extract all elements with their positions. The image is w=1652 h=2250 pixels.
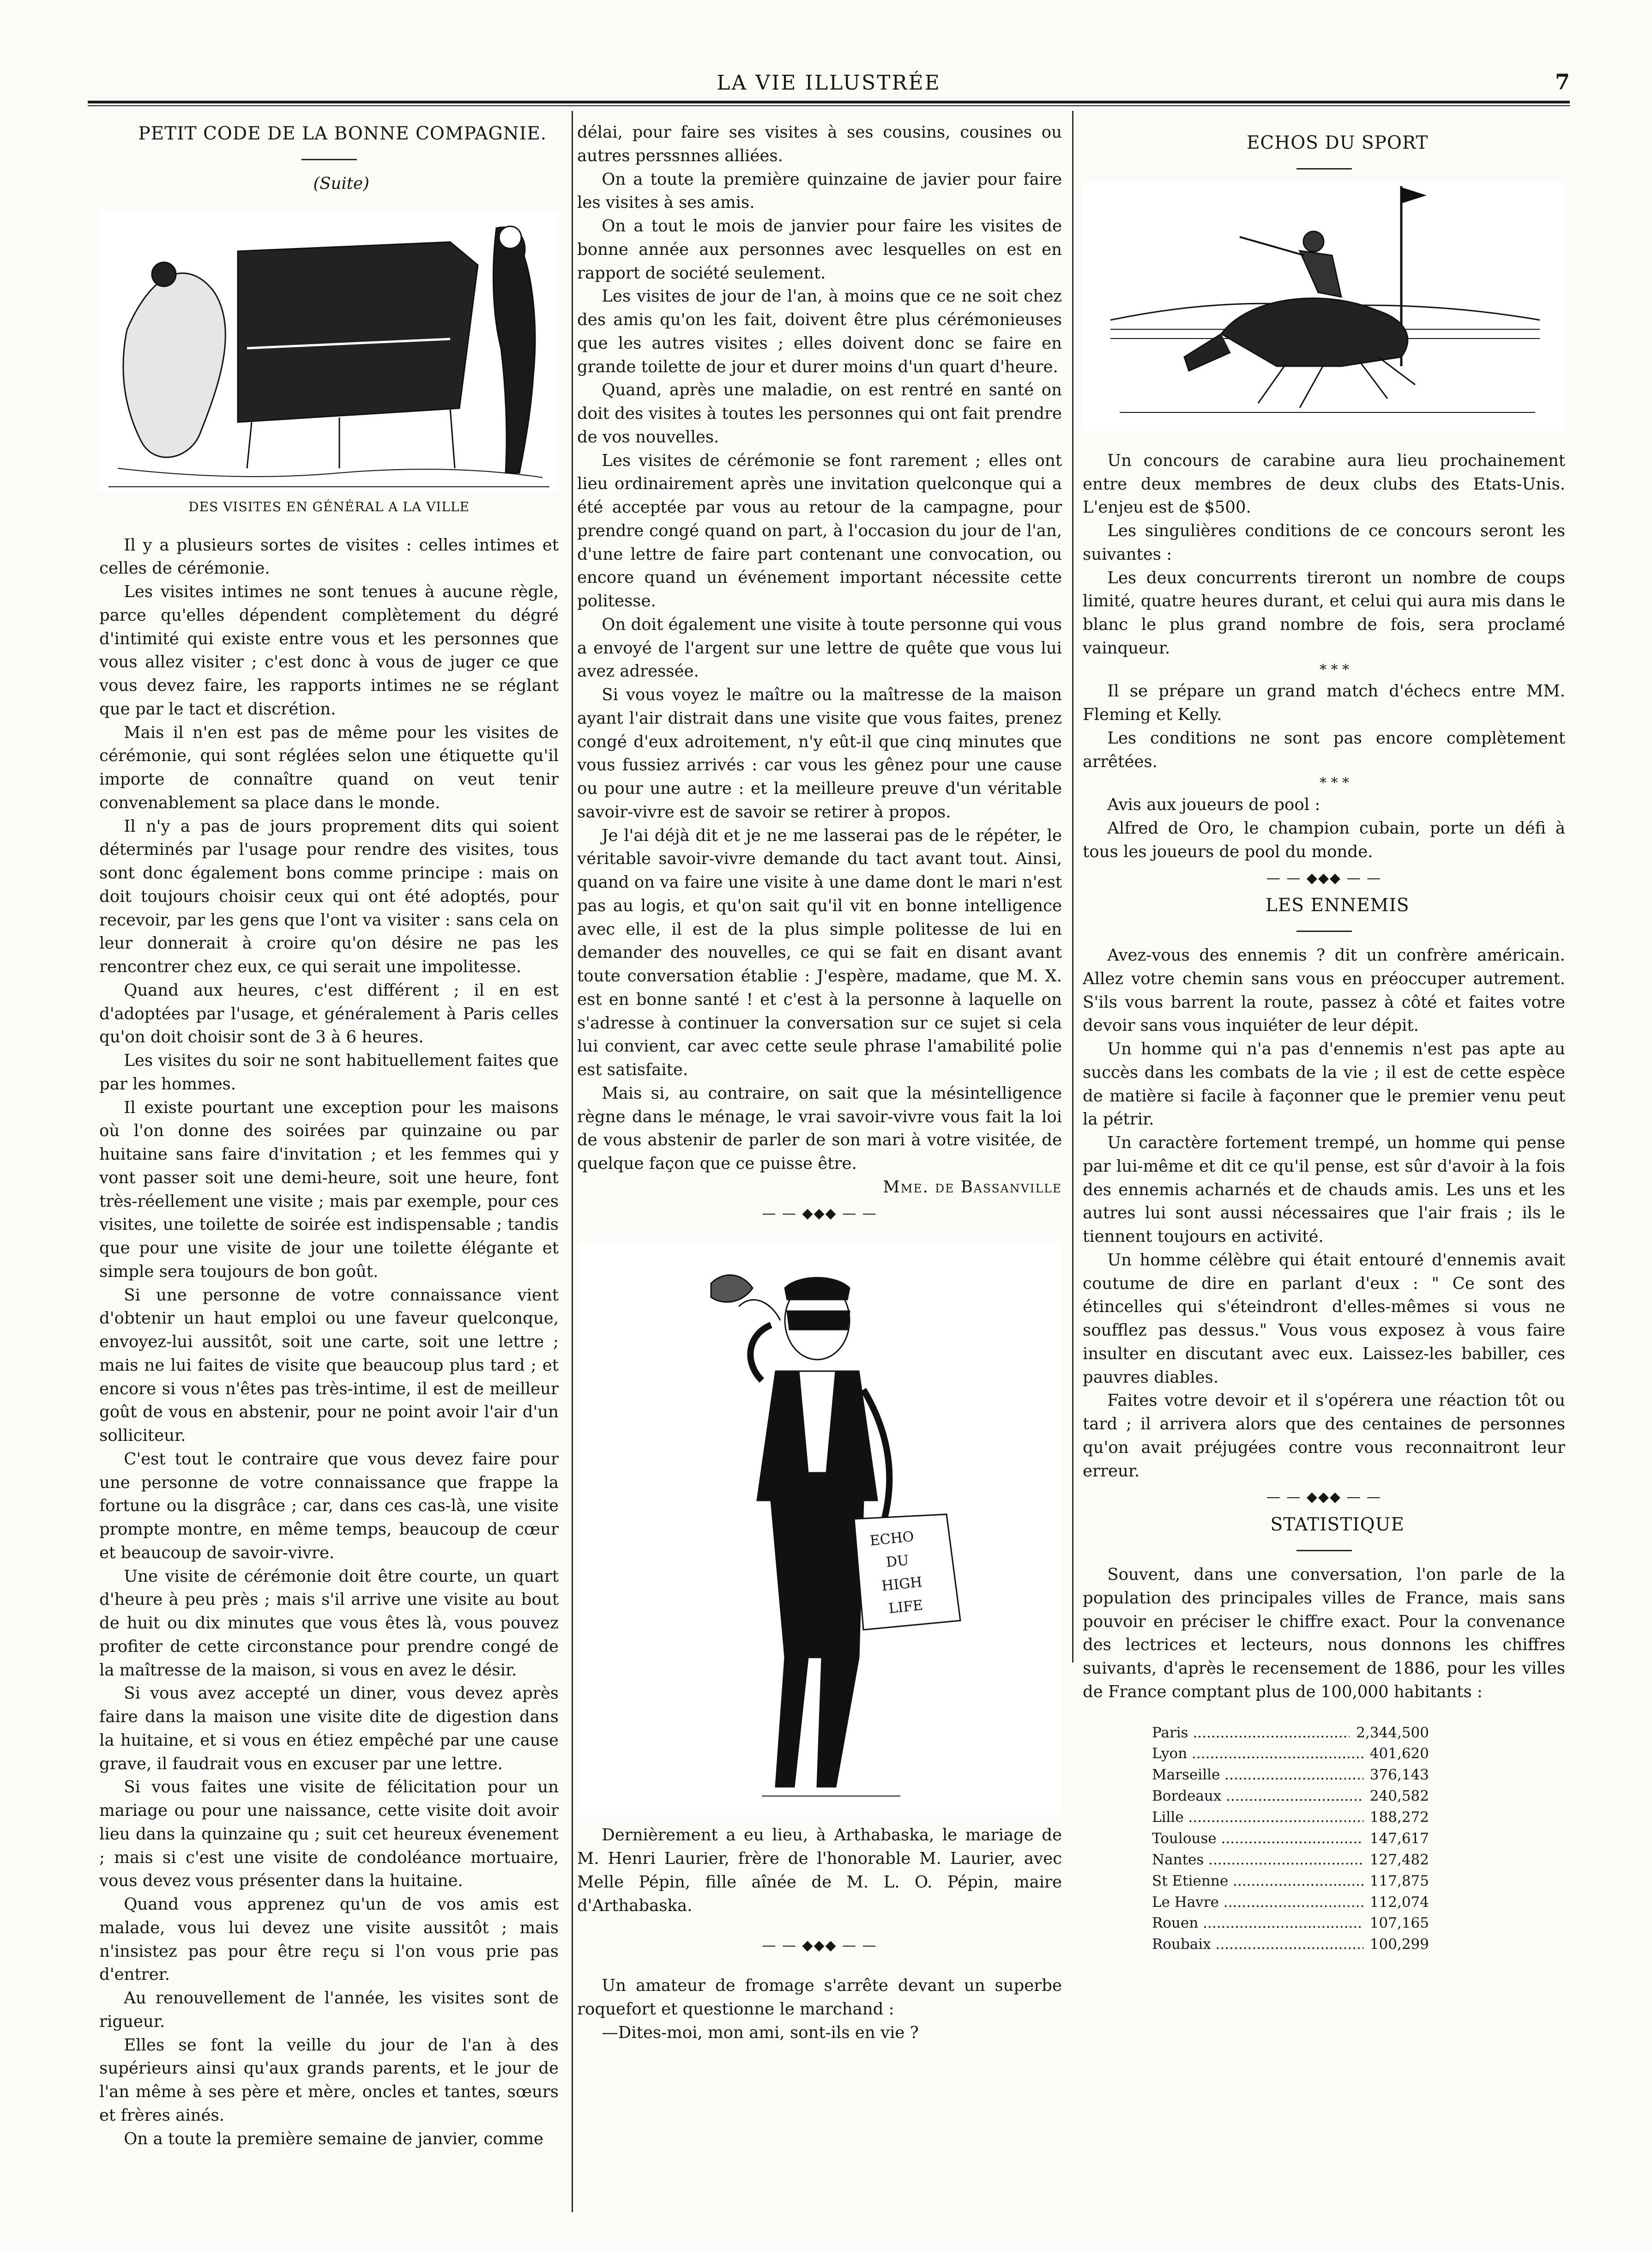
paragraph: Il existe pourtant une exception pour les maisons où l'on donne des soirées par quinzaine ou par huitaine sans faire d'invitation ; et les femmes qui y vont passer soit une demi-heure, soit une heure, font très-réellement une visite ; mais par exemple, pour ces visites, une toilette de soirée est indispensable ; tandis que pour une visite de jour une toilette élégante et simple sera toujours de bon goût. (99, 1098, 559, 1281)
paragraph: Il n'y a pas de jours proprement dits qui soient déterminés par l'usage pour rendre des visites, tous sont donc également bons comme principe : mais on doit toujours choisir ceux qui ont été adoptés, pour recevoir, par les gens que l'ont va visiter : sans cela on leur donnerait à croire qu'on désire ne pas les rencontrer chez eux, ce qui serait une impolitesse. (99, 817, 559, 977)
pool-paragraph: Alfred de Oro, le champion cubain, porte un défi à tous les joueurs de pool du monde. (1083, 819, 1565, 861)
population-table (1152, 1723, 1429, 1956)
asterism-divider: * * * (1319, 661, 1350, 678)
paragraph: Quand vous apprenez qu'un de vos amis est malade, vous lui devez une visite aussitôt ; mais n'insistez pas pour être reçu si l'on vous prie pas d'entrer. (99, 1895, 559, 1984)
city-name: St Etienne ..... (1152, 1871, 1363, 1892)
column-divider-left (572, 111, 573, 2212)
paragraph: Si vous faites une visite de félicitation pour un mariage ou pour une naissance, cette visite doit avoir lieu dans la quinzaine qu ; suit cet heureux évenement ; mais si c'est une visite de condoléance mortuaire, vous devez vous présenter dans la huitaine. (99, 1778, 559, 1891)
masthead-rule (88, 101, 1570, 103)
fromage-anecdote: Un amateur de fromage s'arrête devant un superbe roquefort et questionne le marchand : (577, 1976, 1062, 2019)
piano-illustration-drawing (99, 210, 559, 491)
population-row (1152, 1723, 1429, 1744)
population-row (1152, 1871, 1429, 1892)
city-population: 240,582 (1369, 1788, 1429, 1805)
column-2 (577, 121, 1062, 2045)
population-row (1152, 1743, 1429, 1765)
ornament-divider: — — ◆◆◆ — — (1266, 1489, 1382, 1506)
statistique-intro: Souvent, dans une conversation, l'on parle de la population des principales villes de France, mais sans pouvoir en préciser le chiffre exact. Pour la convenance des lectrices et lecteurs, nous donnons les chiffres suivants, d'après le recensement de 1886, pour les villes de France comptant plus de 100,000 habitants : (1083, 1565, 1565, 1701)
ornament-divider: — — ◆◆◆ — — (1266, 870, 1382, 886)
city-population: 107,165 (1369, 1915, 1429, 1932)
city-population: 2,344,500 (1356, 1724, 1429, 1741)
city-population: 100,299 (1369, 1936, 1429, 1953)
newspaper-label-du: DU (885, 1552, 910, 1571)
paragraph: Quand aux heures, c'est différent ; il en est d'adoptées par l'usage, et généralement à Paris celles qu'on doit choisir sont de 3 à 6 heures. (99, 980, 559, 1047)
city-name: Bordeaux ..... (1152, 1786, 1363, 1807)
paragraph: Au renouvellement de l'année, les visites sont de rigueur. (99, 1989, 559, 2031)
population-row (1152, 1828, 1429, 1850)
article-heading: PETIT CODE DE LA BONNE COMPAGNIE. (138, 123, 547, 144)
article-subheading: (Suite) (313, 174, 369, 193)
city-name: Lyon ..... (1152, 1743, 1363, 1765)
city-name: Toulouse ..... (1152, 1828, 1363, 1850)
city-name: Nantes ..... (1152, 1850, 1363, 1871)
paragraph: Si vous avez accepté un diner, vous devez après faire dans la maison une visite dite de digestion dans la huitaine, et si vous en étiez empêché par une cause grave, il faudrait vous en excuser par une lettre. (99, 1684, 559, 1773)
ornament-divider: — — ◆◆◆ — — (762, 1937, 877, 1954)
population-row (1152, 1850, 1429, 1871)
ennemis-paragraph: Un caractère fortement trempé, un homme qui pense par lui-même et dit ce qu'il pense, est sûr d'avoir à la fois des ennemis acharnés et de chauds amis. Les uns et les autres lui sont aussi nécessaires que l'air frais ; ils le tiennent toujours en activité. (1083, 1133, 1565, 1246)
population-row (1152, 1786, 1429, 1807)
fromage-anecdote-reply: —Dites-moi, mon ami, sont-ils en vie ? (602, 2023, 919, 2042)
ornament-divider: — — ◆◆◆ — — (762, 1205, 877, 1222)
paragraph: On a toute la première quinzaine de javier pour faire les visites à ses amis. (577, 169, 1062, 212)
paragraph: Une visite de cérémonie doit être courte, un quart d'heure à peu près ; mais s'il arrive une visite au bout de huit ou dix minutes que vous êtes là, vous pouvez profiter de cette circonstance pour prendre congé de la maîtresse de la maison, si vous en avez le désir. (99, 1567, 559, 1680)
heading-rule (1296, 168, 1352, 169)
paragraph: Je l'ai déjà dit et je ne me lasserai pas de le répéter, le véritable savoir-vivre demande du tact avant tout. Ainsi, quand on va faire une visite à une dame dont le mari n'est pas au logis, et qu'on sait qu'il vit en bonne intelligence avec elle, il est de la plus simple politesse de lui en demander des nouvelles, ce qui se fait en disant avant toute conversation établie : J'espère, madame, que M. X. est en bonne santé ! et c'est à la personne à laquelle on s'adresse à continuer la conversation sur ce sujet si cela lui convient, car avec cette seule phrase l'amabilité polie est satisfaite. (577, 826, 1062, 1079)
city-name: Rouen ..... (1152, 1913, 1363, 1934)
ennemis-heading: LES ENNEMIS (1265, 895, 1410, 916)
heading-rule (301, 159, 357, 160)
illustration-caption: DES VISITES EN GÉNÉRAL A LA VILLE (188, 499, 470, 514)
sport-paragraph: Les singulières conditions de ce concours seront les suivantes : (1083, 521, 1565, 564)
masked-gentleman-drawing (577, 1242, 1062, 1815)
column-divider-right (1072, 111, 1073, 1663)
masthead-rule-thin (88, 105, 1570, 106)
ennemis-paragraph: Un homme qui n'a pas d'ennemis n'est pas apte au succès dans les combats de la vie ; il est de cette espèce de matière si facile à façonner que le premier venu peut la pétrir. (1083, 1040, 1565, 1129)
piano-illustration (99, 210, 559, 491)
paragraph: Mais il n'en est pas de même pour les visites de cérémonie, qui sont réglées selon une étiquette qu'il importe de connaître quand on veut tenir convenablement sa place dans le monde. (99, 723, 559, 812)
ennemis-paragraph: Faites votre devoir et il s'opérera une réaction tôt ou tard ; il arrivera alors que des centaines de personnes qu'on avait préjugées contre vous reconnaitront leur erreur. (1083, 1391, 1565, 1481)
population-row (1152, 1807, 1429, 1828)
population-row (1152, 1934, 1429, 1955)
asterism-divider: * * * (1319, 775, 1350, 792)
masked-gentleman-illustration (577, 1242, 1062, 1815)
paragraph: Quand, après une maladie, on est rentré en santé on doit des visites à toutes les personnes qui ont fait prendre de vos nouvelles. (577, 381, 1062, 447)
city-population: 147,617 (1369, 1830, 1429, 1847)
ennemis-paragraph: Avez-vous des ennemis ? dit un confrère américain. Allez votre chemin sans vous en préoccuper autrement. S'ils vous barrent la route, passez à côté et faites votre devoir sans vous inquiéter de leur dépit. (1083, 946, 1565, 1035)
population-row (1152, 1913, 1429, 1934)
city-population: 376,143 (1369, 1766, 1429, 1784)
city-population: 112,074 (1369, 1893, 1429, 1911)
heading-rule (1296, 1550, 1352, 1551)
paragraph: Elles se font la veille du jour de l'an à des supérieurs ainsi qu'aux grands parents, et le jour de l'an même à ses père et mère, oncles et tantes, sœurs et frères ainés. (99, 2035, 559, 2125)
newspaper-title: LA VIE ILLUSTRÉE (717, 71, 941, 95)
city-population: 127,482 (1369, 1851, 1429, 1868)
paragraph: On a tout le mois de janvier pour faire les visites de bonne année aux personnes avec lesquelles on est en rapport de société seulement. (577, 217, 1062, 283)
paragraph: Les visites intimes ne sont tenues à aucune règle, parce qu'elles dépendent complètement du dégré d'intimité qui existe entre vous et les personnes que vous allez visiter ; c'est donc à vous de juger ce que vous devez faire, les rapports intimes ne se réglant que par le tact et discrétion. (99, 582, 559, 719)
chess-paragraph: Les conditions ne sont pas encore complètement arrêtées. (1083, 728, 1565, 771)
column-1 (99, 121, 559, 2151)
ennemis-paragraph: Un homme célèbre qui était entouré d'ennemis avait coutume de dire en parlant d'eux : " Ce sont des étincelles qui s'éteindront d'elles-mêmes si vous ne soufflez pas dessus." Vous vous exposez à vous faire insulter en discutant avec eux. Laissez-les babiller, ces pauvres diables. (1083, 1250, 1565, 1387)
sport-heading: ECHOS DU SPORT (1246, 133, 1429, 153)
paragraph: Si vous voyez le maître ou la maîtresse de la maison ayant l'air distrait dans une visite que vous faites, prenez congé d'eux adroitement, n'y eût-il que cinq minutes que vous fussiez arrivés : car vous les gênez pour une cause ou pour une autre : et la meilleure preuve d'un véritable savoir-vivre est de savoir se retirer à propos. (577, 685, 1062, 822)
city-population: 401,620 (1369, 1745, 1429, 1762)
city-name: Lille ..... (1152, 1807, 1363, 1828)
paragraph: Les visites de cérémonie se font rarement ; elles ont lieu ordinairement après une invitation quelconque qui a été acceptée par vous au retour de la campagne, pour prendre congé quand on part, à l'occasion du jour de l'an, d'une lettre de faire part contenant une convocation, ou encore quand un événement important nécessite cette politesse. (577, 451, 1062, 611)
heading-rule (1296, 931, 1352, 932)
newspaper-label-echo: ECHO (869, 1529, 915, 1549)
city-population: 117,875 (1369, 1872, 1429, 1889)
city-name: Paris ..... (1152, 1723, 1350, 1744)
paragraph: Les visites du soir ne sont habituellement faites que par les hommes. (99, 1051, 559, 1094)
horse-rider-illustration (1083, 181, 1565, 431)
paragraph: Si une personne de votre connaissance vient d'obtenir un haut emploi ou une faveur quelconque, envoyez-lui aussitôt, soit une carte, soit une lettre ; mais ne lui faites de visite que beaucoup plus tard ; et encore si vous n'êtes pas très-intime, il est de meilleur goût de vous en abstenir, pour ne point avoir l'air d'un solliciteur. (99, 1285, 559, 1446)
paragraph: On a toute la première semaine de janvier, comme (124, 2129, 544, 2148)
paragraph: délai, pour faire ses visites à ses cousins, cousines ou autres perssnnes alliées. (577, 123, 1062, 165)
population-row (1152, 1892, 1429, 1913)
population-row (1152, 1765, 1429, 1786)
sport-paragraph: Un concours de carabine aura lieu prochainement entre deux membres de deux clubs des Etats-Unis. L'enjeu est de $500. (1083, 451, 1565, 517)
city-name: Marseille ..... (1152, 1765, 1363, 1786)
paragraph: Il y a plusieurs sortes de visites : celles intimes et celles de cérémonie. (99, 535, 559, 578)
author-signature: Mme. de Bassanville (883, 1177, 1062, 1197)
column-3 (1083, 121, 1565, 1955)
paragraph: Les visites de jour de l'an, à moins que ce ne soit chez des amis qu'on les fait, doivent être plus cérémonieuses que les autres visites ; elles doivent donc se faire en grande toilette de jour et durer moins d'un quart d'heure. (577, 287, 1062, 376)
city-population: 188,272 (1369, 1809, 1429, 1826)
wedding-notice: Dernièrement a eu lieu, à Arthabaska, le mariage de M. Henri Laurier, frère de l'honorable M. Laurier, avec Melle Pépin, fille aînée de M. L. O. Pépin, maire d'Arthabaska. (577, 1826, 1062, 1915)
paragraph: On doit également une visite à toute personne qui vous a envoyé de l'argent sur une lettre de quête que vous lui avez adressée. (577, 615, 1062, 681)
paragraph: Mais si, au contraire, on sait que la mésintelligence règne dans le ménage, le vrai savoir-vivre vous fait la loi de vous abstenir de parler de son mari à votre visitée, de quelque façon que ce puisse être. (577, 1083, 1062, 1173)
horse-rider-drawing (1083, 181, 1565, 431)
newspaper-label-high: HIGH (880, 1574, 923, 1595)
paragraph: C'est tout le contraire que vous devez faire pour une personne de votre connaissance que frappe la fortune ou la disgrâce ; car, dans ces cas-là, une visite prompte montre, en même temps, beaucoup de cœur et beaucoup de savoir-vivre. (99, 1449, 559, 1562)
newspaper-label-life: LIFE (887, 1597, 924, 1617)
statistique-heading: STATISTIQUE (1270, 1514, 1405, 1536)
page-number: 7 (1555, 69, 1570, 94)
masthead (88, 69, 1570, 102)
pool-paragraph: Avis aux joueurs de pool : (1107, 795, 1320, 815)
sport-paragraph: Les deux concurrents tireront un nombre de coups limité, quatre heures durant, et celui qui aura mis dans le blanc le plus grand nombre de fois, sera proclamé vainqueur. (1083, 568, 1565, 658)
city-name: Roubaix ..... (1152, 1934, 1363, 1955)
chess-paragraph: Il se prépare un grand match d'échecs entre MM. Fleming et Kelly. (1083, 682, 1565, 725)
city-name: Le Havre ..... (1152, 1892, 1363, 1913)
